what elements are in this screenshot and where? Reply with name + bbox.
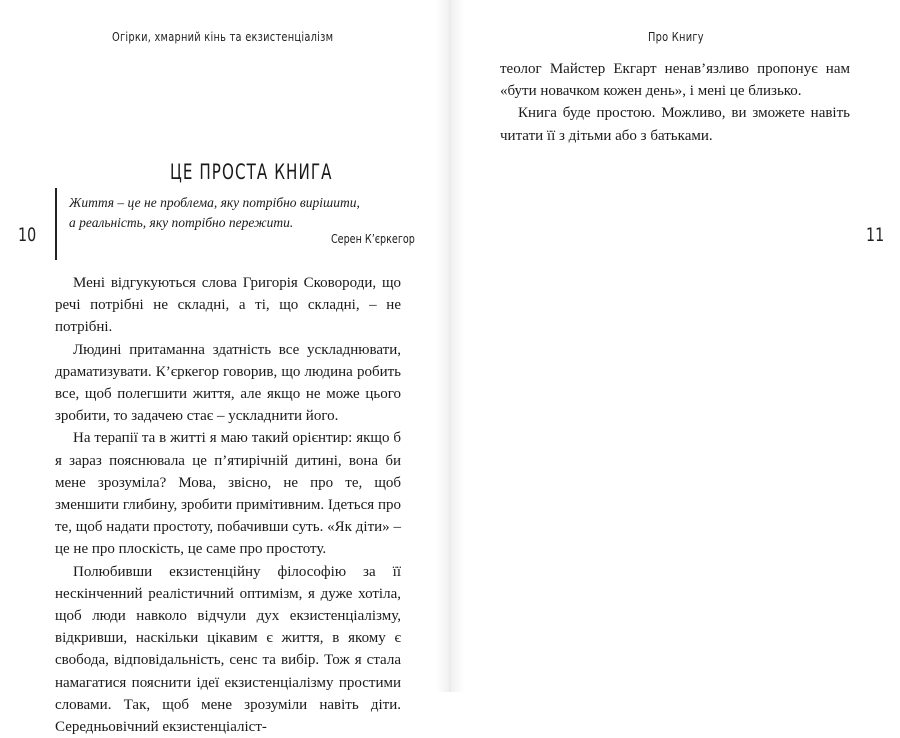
paragraph: На терапії та в житті я маю такий орієнтир: якщо б я зараз пояснювала це п’ятирічній дитині, вона би мене зрозуміла? Мова, звісно, не про те, щоб зменшити глибину, зробити примітивним. Ідеться про те, щоб надати простоту, побачивши суть. «Як діти» – це не про плоскість, це саме про простоту. [55, 430, 401, 558]
page-number-left: 10 [18, 224, 37, 246]
epigraph-line: а реальність, яку потрібно пережити. [69, 215, 294, 230]
book-gutter-shadow [436, 0, 464, 692]
paragraph: Книга буде простою. Можливо, ви зможете навіть читати її з дітьми або з батьками. [500, 105, 850, 144]
epigraph [55, 188, 417, 260]
chapter-title: ЦЕ ПРОСТА КНИГА [170, 160, 333, 184]
paragraph: Людині притаманна здатність все ускладнювати, драматизувати. К’єркегор говорив, що людина робить все, щоб полегшити життя, але якщо не може цього зробити, то задачею стає – ускладнити його. [55, 341, 401, 425]
epigraph-line: Життя – це не проблема, яку потрібно вирішити, [69, 195, 360, 210]
page-number-right: 11 [866, 224, 885, 246]
left-page [0, 0, 450, 736]
body-text-right [500, 58, 850, 147]
paragraph: Полюбивши екзистенційну філософію за її нескінченний реалістичний оптимізм, я дуже хотіла, щоб люди навколо відчули дух екзистенціалізму, відкривши, наскільки цікавим є життя, в якому є свобода, відповідальність, сенс та вибір. Тож я стала намагатися пояснити ідеї екзистенціалізму простими словами. Так, щоб мене зрозуміли навіть діти. Середньовічний екзистенціаліст- [55, 563, 401, 736]
paragraph: Мені відгукуються слова Григорія Сковороди, що речі потрібні не складні, а ті, що складні, – не потрібні. [55, 275, 401, 336]
right-page [450, 0, 900, 692]
epigraph-author: Серен К’єркегор [331, 232, 415, 246]
running-head-left: Огірки, хмарний кінь та екзистенціалізм [112, 30, 334, 44]
body-text-left [55, 272, 401, 738]
running-head-right: Про Книгу [648, 30, 704, 44]
epigraph-quote [69, 193, 389, 233]
paragraph: теолог Майстер Екгарт ненав’язливо пропонує нам «бути новачком кожен день», і мені це близько. [500, 61, 850, 100]
